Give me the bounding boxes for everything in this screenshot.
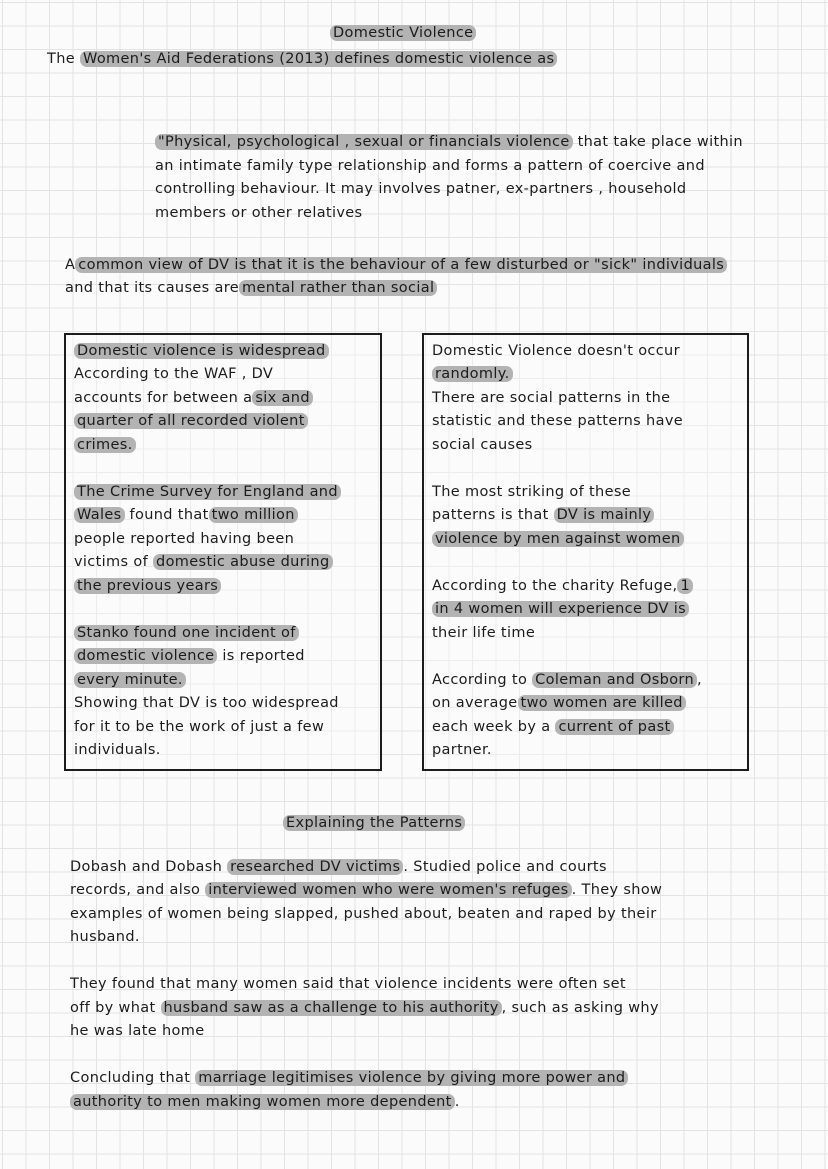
- page-title: Domestic Violence: [330, 22, 476, 46]
- widespread-box: Domestic violence is widespread According to the WAF , DV accounts for between a six and quarter of all recorded violent crimes. The Crime Survey for England and Wales found that two million people reported having been victims of domestic abuse during the previous years Stanko found one incident of domestic violence is reported every minute. Showing that DV is too widespread for it to be the work of just a few individuals.: [64, 333, 382, 771]
- patterns-box: Domestic Violence doesn't occur randomly. There are social patterns in the statistic and these patterns have social causes The most striking of these patterns is that DV is mainly violence by men against women According to the charity Refuge, 1 in 4 women will experience DV is their life time According to Coleman and Osborn , on average two women are killed each week by a current of past partner.: [422, 333, 749, 771]
- intro-line: The Women's Aid Federations (2013) defines domestic violence as: [47, 48, 557, 72]
- section-title: Explaining the Patterns: [283, 812, 465, 836]
